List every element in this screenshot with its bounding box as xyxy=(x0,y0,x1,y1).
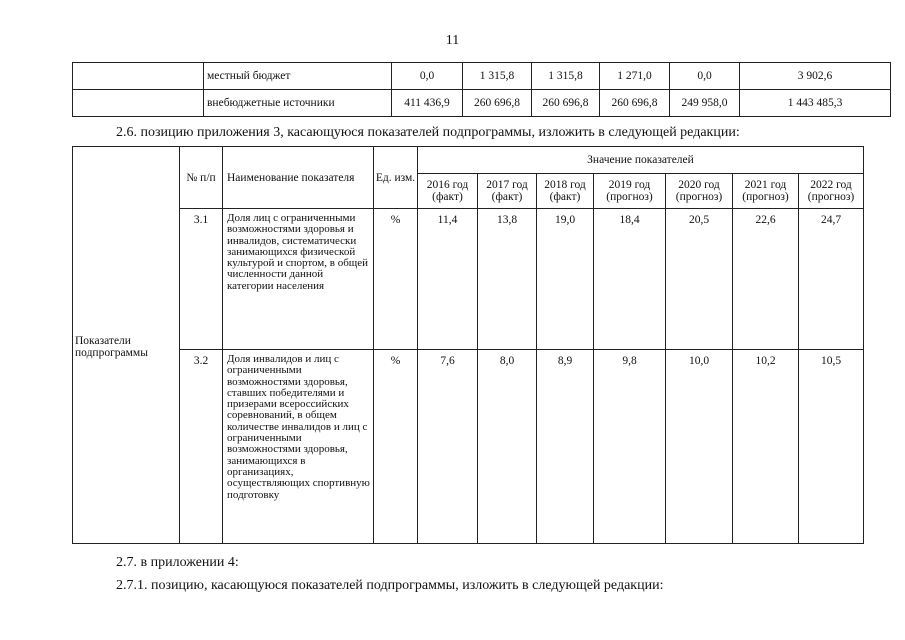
value-cell: 9,8 xyxy=(594,350,666,544)
budget-table xyxy=(72,62,891,117)
row-label: внебюджетные источники xyxy=(204,90,392,117)
value-cell: 1 271,0 xyxy=(600,63,670,90)
unit-header: Ед. изм. xyxy=(374,147,418,209)
value-cell: 260 696,8 xyxy=(600,90,670,117)
value-cell: 22,6 xyxy=(733,209,799,350)
value-cell: 1 315,8 xyxy=(463,63,532,90)
indicators-table xyxy=(72,146,864,544)
value-cell: 260 696,8 xyxy=(532,90,600,117)
page-number: 11 xyxy=(445,33,460,48)
value-cell: 10,2 xyxy=(733,350,799,544)
value-cell: 24,7 xyxy=(799,209,864,350)
year-header: 2020 год (прогноз) xyxy=(666,174,733,209)
group-label: Показатели подпрограммы xyxy=(73,147,180,544)
indicator-name: Доля лиц с ограниченными возможностями здоровья и инвалидов, систематически занимающихся физической культурой и спортом, в общей численности данной категории населения xyxy=(223,209,374,350)
year-header: 2018 год (факт) xyxy=(537,174,594,209)
unit-cell: % xyxy=(374,209,418,350)
value-cell: 0,0 xyxy=(392,63,463,90)
paragraph-2-7-1: 2.7.1. позицию, касающуюся показателей подпрограммы, изложить в следующей редакции: xyxy=(116,578,664,593)
paragraph-2-6: 2.6. позицию приложения 3, касающуюся показателей подпрограммы, изложить в следующей редакции: xyxy=(116,125,740,140)
value-cell: 19,0 xyxy=(537,209,594,350)
year-header: 2016 год (факт) xyxy=(418,174,478,209)
value-cell: 11,4 xyxy=(418,209,478,350)
year-header: 2017 год (факт) xyxy=(478,174,537,209)
year-header: 2019 год (прогноз) xyxy=(594,174,666,209)
value-cell: 10,0 xyxy=(666,350,733,544)
number-header: № п/п xyxy=(180,147,223,209)
value-cell: 260 696,8 xyxy=(463,90,532,117)
value-cell: 20,5 xyxy=(666,209,733,350)
header-row xyxy=(73,147,864,174)
name-header: Наименование показателя xyxy=(223,147,374,209)
value-cell: 10,5 xyxy=(799,350,864,544)
value-cell: 411 436,9 xyxy=(392,90,463,117)
total-cell: 1 443 485,3 xyxy=(740,90,891,117)
value-cell: 1 315,8 xyxy=(532,63,600,90)
value-cell: 0,0 xyxy=(670,63,740,90)
value-cell: 8,9 xyxy=(537,350,594,544)
value-cell: 18,4 xyxy=(594,209,666,350)
row-label: местный бюджет xyxy=(204,63,392,90)
unit-cell: % xyxy=(374,350,418,544)
table-row xyxy=(73,63,891,90)
table-row xyxy=(73,350,864,544)
table-row xyxy=(73,209,864,350)
total-cell: 3 902,6 xyxy=(740,63,891,90)
table-row xyxy=(73,90,891,117)
paragraph-2-7: 2.7. в приложении 4: xyxy=(116,555,239,570)
value-cell: 7,6 xyxy=(418,350,478,544)
row-number: 3.1 xyxy=(180,209,223,350)
empty-cell xyxy=(73,90,204,117)
values-header: Значение показателей xyxy=(418,147,864,174)
year-header: 2021 год (прогноз) xyxy=(733,174,799,209)
row-number: 3.2 xyxy=(180,350,223,544)
year-header: 2022 год (прогноз) xyxy=(799,174,864,209)
empty-cell xyxy=(73,63,204,90)
indicator-name: Доля инвалидов и лиц с ограниченными возможностями здоровья, ставших победителями и призерами всероссийских соревнований, в общем количестве инвалидов и лиц с ограниченными возможностями здоровья, занимающихся в организациях, осуществляющих спортивную подготовку xyxy=(223,350,374,544)
value-cell: 13,8 xyxy=(478,209,537,350)
value-cell: 8,0 xyxy=(478,350,537,544)
value-cell: 249 958,0 xyxy=(670,90,740,117)
